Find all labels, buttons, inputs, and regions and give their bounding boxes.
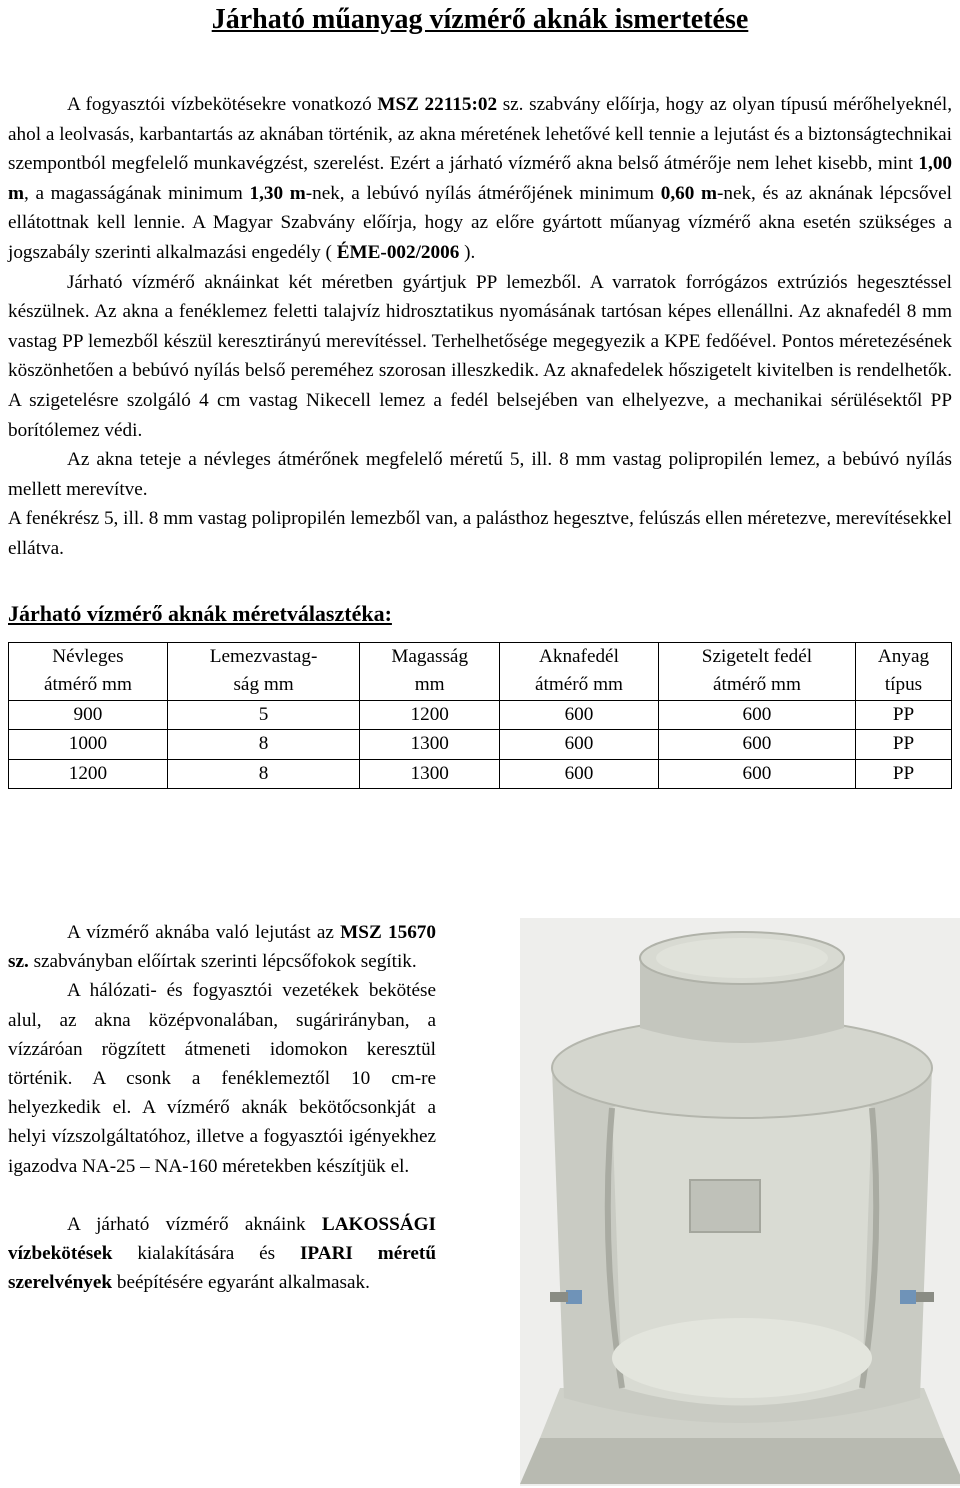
pipe-fitting-left-shape: [566, 1290, 582, 1304]
text-run: ).: [459, 241, 476, 263]
water-meter-shaft-photo: [520, 918, 960, 1486]
table-cell: 600: [500, 700, 659, 730]
table-cell: 1200: [9, 759, 168, 789]
text-run: szabványban előírtak szerinti lépcsőfokok segítik.: [28, 951, 417, 973]
standard-reference: MSZ 22115:02: [377, 94, 498, 115]
text-run: , a magasságának minimum: [23, 182, 250, 204]
table-cell: PP: [855, 759, 951, 789]
text-run: -nek, és az aknának lépcsővel ellátottnak kell lennie. A Magyar Szabvány előírja, hogy az előre gyártott műanyag vízmérő akna esetén szükséges a jogszabály szerinti alkalmazási engedély (: [8, 182, 952, 263]
paragraph-steps: [8, 918, 436, 976]
text-run: kialakítására és: [112, 1243, 300, 1265]
table-cell: 600: [500, 730, 659, 760]
table-row: [9, 730, 952, 760]
permit-number: ÉME-002/2006: [336, 241, 460, 263]
header-insulated-cover-diameter: Szigetelt fedél átmérő mm: [658, 642, 855, 700]
header-material-type: Anyag típus: [855, 642, 951, 700]
industrial-emphasis: IPARI méretű szerelvények: [8, 1243, 436, 1294]
text-run: sz. szabvány előírja, hogy az olyan típusú mérőhelyeknél, ahol a leolvasás, karbantartás az aknában történik, az akna méretének lehetővé kell tennie a lejutást és a biztonságtechnikai szempontból megfelelő munkavégzést, szerelést. Ezért a járható vízmérő akna belső átmérője nem lehet kisebb, mint: [8, 94, 952, 175]
min-diameter-value: 1,00 m: [8, 153, 952, 204]
header-nominal-diameter: Névleges átmérő mm: [9, 642, 168, 700]
min-opening-value: 0,60 m: [660, 182, 717, 204]
paragraph-standard-requirements: [8, 90, 952, 268]
shaft-illustration: [520, 918, 960, 1486]
table-cell: 8: [167, 759, 359, 789]
table-cell: PP: [855, 730, 951, 760]
paragraph-manufacturing: Járható vízmérő aknáinkat két méretben gyártjuk PP lemezből. A varratok forrógázos extrúziós hegesztéssel készülnek. Az akna a fenéklemez feletti talajvíz hidrosztatikus nyomásának tartósan képes ellenállni. Az aknafedél 8 mm vastag PP lemezből készül keresztirányú merevítéssel. Terhelhetősége megegyezik a KPE fedőével. Pontos méretezésének köszönhetően a bebúvó nyílás belső pereméhez szorosan illeszkedik. Az aknafedelek hőszigetelt kivitelben is rendelhetők. A szigetelésre szolgáló 4 cm vastag Nikecell lemez a fedél belsejében van elhelyezve, a mechanikai sérülésektől PP borítólemez védi.: [8, 271, 952, 441]
table-cell: 1300: [360, 730, 500, 760]
table-cell: 600: [658, 730, 855, 760]
table-row: [9, 700, 952, 730]
paragraph-bottom: A fenékrész 5, ill. 8 mm vastag polipropilén lemezből van, a palásthoz hegesztve, felúszás ellen méretezve, merevítésekkel ellátva.: [8, 508, 952, 559]
table-row: [9, 759, 952, 789]
text-run: beépítésére egyaránt alkalmasak.: [112, 1272, 370, 1294]
document-page: [8, 0, 952, 1294]
text-run: A vízmérő aknába való lejutást az: [67, 922, 341, 943]
text-run: A fogyasztói vízbekötésekre vonatkozó: [67, 94, 378, 115]
base-plate-shape: [520, 1438, 960, 1484]
pipe-fitting-right-shape: [900, 1290, 916, 1304]
min-height-value: 1,30 m: [249, 182, 306, 204]
table-cell: 600: [658, 700, 855, 730]
table-cell: 900: [9, 700, 168, 730]
paragraph-connections: A hálózati- és fogyasztói vezetékek bekötése alul, az akna középvonalában, sugárirányban, a vízzáróan rögzített átmeneti idomokon keresztül történik. A csonk a fenéklemeztől 10 cm-re helyezkedik el. A vízmérő aknák bekötőcsonkját a helyi vízszolgáltatóhoz, illetve a fogyasztói igényekhez igazodva NA-25 – NA-160 méretekben készítjük el.: [8, 980, 436, 1177]
paragraph-top: Az akna teteje a névleges átmérőnek megfelelő méretű 5, ill. 8 mm vastag polipropilén lemez, a bebúvó nyílás mellett merevítve.: [8, 449, 952, 500]
table-cell: PP: [855, 700, 951, 730]
step-shape: [690, 1180, 760, 1232]
header-sheet-thickness: Lemezvastag- ság mm: [167, 642, 359, 700]
table-cell: 600: [658, 759, 855, 789]
table-cell: 1200: [360, 700, 500, 730]
intro-text: [8, 90, 952, 564]
paragraph-usage: [8, 1210, 436, 1298]
table-cell: 1300: [360, 759, 500, 789]
header-height: Magasság mm: [360, 642, 500, 700]
size-range-heading: Járható vízmérő aknák méretválasztéka:: [8, 600, 392, 626]
residential-emphasis: LAKOSSÁGI vízbekötések: [8, 1213, 436, 1265]
size-table: [8, 642, 952, 790]
table-cell: 600: [500, 759, 659, 789]
table-cell: 1000: [9, 730, 168, 760]
table-cell: 5: [167, 700, 359, 730]
standard-reference: MSZ 15670 sz.: [8, 922, 436, 973]
page-title: Járható műanyag vízmérő aknák ismertetése: [211, 4, 749, 35]
text-run: A járható vízmérő aknáink: [67, 1213, 322, 1235]
connection-text: [8, 918, 436, 1297]
table-header-row: [9, 642, 952, 700]
text-run: -nek, a lebúvó nyílás átmérőjének minimum: [305, 182, 661, 204]
table-cell: 8: [167, 730, 359, 760]
header-cover-diameter: Aknafedél átmérő mm: [500, 642, 659, 700]
